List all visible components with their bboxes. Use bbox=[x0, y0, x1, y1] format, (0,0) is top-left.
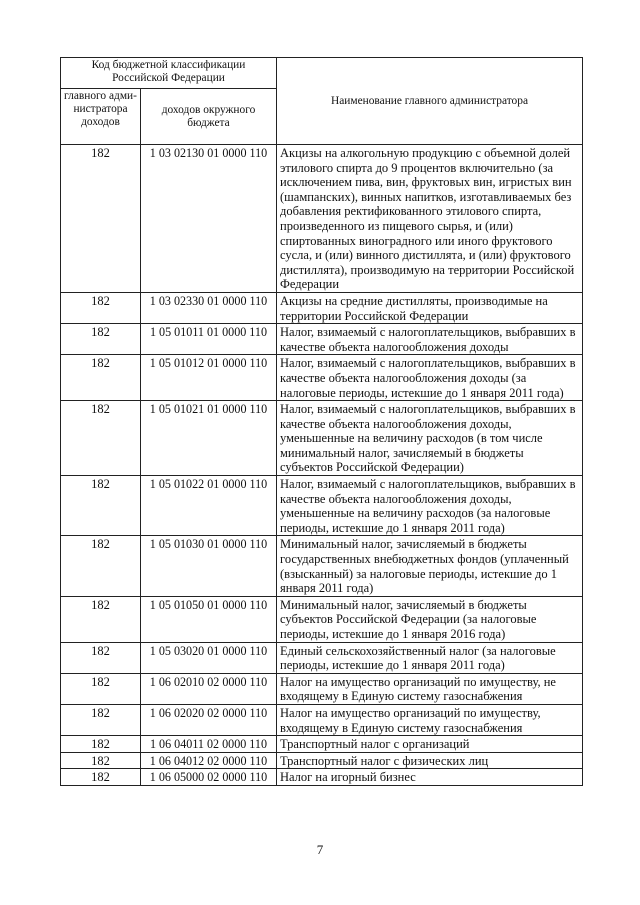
admin-name-cell: Минимальный налог, зачисляемый в бюджеты государственных внебюджетных фондов (уплаченный (взысканный) за налоговые периоды, истекшие до 1 января 2011 года) bbox=[277, 536, 583, 596]
admin-code-cell: 182 bbox=[61, 752, 141, 769]
admin-code-cell: 182 bbox=[61, 536, 141, 596]
budget-code-cell: 1 05 01050 01 0000 110 bbox=[141, 596, 277, 642]
budget-code-cell: 1 06 05000 02 0000 110 bbox=[141, 769, 277, 786]
table-row bbox=[61, 596, 583, 642]
table-row bbox=[61, 355, 583, 401]
admin-name-cell: Транспортный налог с физических лиц bbox=[277, 752, 583, 769]
admin-name-cell: Налог на имущество организаций по имуществу, входящему в Единую систему газоснабжения bbox=[277, 704, 583, 735]
admin-name-cell: Налог, взимаемый с налогоплательщиков, выбравших в качестве объекта налогообложения доходы, уменьшенные на величину расходов (в том числе минимальный налог, зачисляемый в бюджеты субъектов Российской Федерации) bbox=[277, 401, 583, 476]
table-row bbox=[61, 145, 583, 293]
admin-code-cell: 182 bbox=[61, 673, 141, 704]
admin-code-cell: 182 bbox=[61, 476, 141, 536]
table-row bbox=[61, 752, 583, 769]
header-group-code: Код бюджетной классификации Российской Федерации bbox=[61, 58, 277, 89]
admin-code-cell: 182 bbox=[61, 642, 141, 673]
admin-name-cell: Налог на имущество организаций по имуществу, не входящему в Единую систему газоснабжения bbox=[277, 673, 583, 704]
table-row bbox=[61, 736, 583, 753]
admin-code-cell: 182 bbox=[61, 324, 141, 355]
table-row bbox=[61, 292, 583, 323]
table-row bbox=[61, 704, 583, 735]
admin-name-cell: Налог, взимаемый с налогоплательщиков, выбравших в качестве объекта налогообложения доходы bbox=[277, 324, 583, 355]
admin-name-cell: Налог, взимаемый с налогоплательщиков, выбравших в качестве объекта налогообложения доходы, уменьшенные на величину расходов (за налоговые периоды, истекшие до 1 января 2011 года) bbox=[277, 476, 583, 536]
header-chief-admin: главного адми-нистратора доходов bbox=[61, 89, 141, 145]
budget-code-cell: 1 06 02010 02 0000 110 bbox=[141, 673, 277, 704]
budget-code-cell: 1 06 04012 02 0000 110 bbox=[141, 752, 277, 769]
budget-code-cell: 1 03 02130 01 0000 110 bbox=[141, 145, 277, 293]
table-row bbox=[61, 769, 583, 786]
admin-code-cell: 182 bbox=[61, 769, 141, 786]
table-body bbox=[61, 145, 583, 786]
budget-code-cell: 1 06 04011 02 0000 110 bbox=[141, 736, 277, 753]
admin-code-cell: 182 bbox=[61, 704, 141, 735]
budget-code-cell: 1 05 01011 01 0000 110 bbox=[141, 324, 277, 355]
table-row bbox=[61, 673, 583, 704]
admin-name-cell: Единый сельскохозяйственный налог (за налоговые периоды, истекшие до 1 января 2011 года) bbox=[277, 642, 583, 673]
budget-code-cell: 1 05 01022 01 0000 110 bbox=[141, 476, 277, 536]
table-row bbox=[61, 536, 583, 596]
budget-code-cell: 1 03 02330 01 0000 110 bbox=[141, 292, 277, 323]
admin-name-cell: Транспортный налог с организаций bbox=[277, 736, 583, 753]
table-row bbox=[61, 642, 583, 673]
table-row bbox=[61, 476, 583, 536]
budget-code-cell: 1 05 03020 01 0000 110 bbox=[141, 642, 277, 673]
admin-code-cell: 182 bbox=[61, 145, 141, 293]
header-admin-name: Наименование главного администратора bbox=[277, 58, 583, 145]
budget-code-cell: 1 05 01012 01 0000 110 bbox=[141, 355, 277, 401]
header-district-income: доходов окружного бюджета bbox=[141, 89, 277, 145]
admin-name-cell: Налог на игорный бизнес bbox=[277, 769, 583, 786]
budget-classification-table bbox=[60, 57, 583, 786]
admin-name-cell: Акцизы на алкогольную продукцию с объемной долей этилового спирта до 9 процентов включительно (за исключением пива, вин, фруктовых вин, игристых вин (шампанских), винных напитков, изготавливаемых без добавления ректификованного этилового спирта, произведенного из пищевого сырья, и (или) спиртованных виноградного или иного фруктового сусла, и (или) винного дистиллята, и (или) фруктового дистиллята), производимую на территории Российской Федерации bbox=[277, 145, 583, 293]
admin-code-cell: 182 bbox=[61, 401, 141, 476]
admin-name-cell: Минимальный налог, зачисляемый в бюджеты субъектов Российской Федерации (за налоговые периоды, истекшие до 1 января 2016 года) bbox=[277, 596, 583, 642]
table-row bbox=[61, 324, 583, 355]
admin-code-cell: 182 bbox=[61, 355, 141, 401]
budget-code-cell: 1 05 01021 01 0000 110 bbox=[141, 401, 277, 476]
admin-name-cell: Акцизы на средние дистилляты, производимые на территории Российской Федерации bbox=[277, 292, 583, 323]
budget-code-cell: 1 06 02020 02 0000 110 bbox=[141, 704, 277, 735]
page-number: 7 bbox=[316, 842, 324, 857]
admin-name-cell: Налог, взимаемый с налогоплательщиков, выбравших в качестве объекта налогообложения доходы (за налоговые периоды, истекшие до 1 января 2011 года) bbox=[277, 355, 583, 401]
admin-code-cell: 182 bbox=[61, 292, 141, 323]
admin-code-cell: 182 bbox=[61, 596, 141, 642]
table-row bbox=[61, 401, 583, 476]
header-row-group bbox=[61, 58, 583, 89]
budget-code-cell: 1 05 01030 01 0000 110 bbox=[141, 536, 277, 596]
admin-code-cell: 182 bbox=[61, 736, 141, 753]
